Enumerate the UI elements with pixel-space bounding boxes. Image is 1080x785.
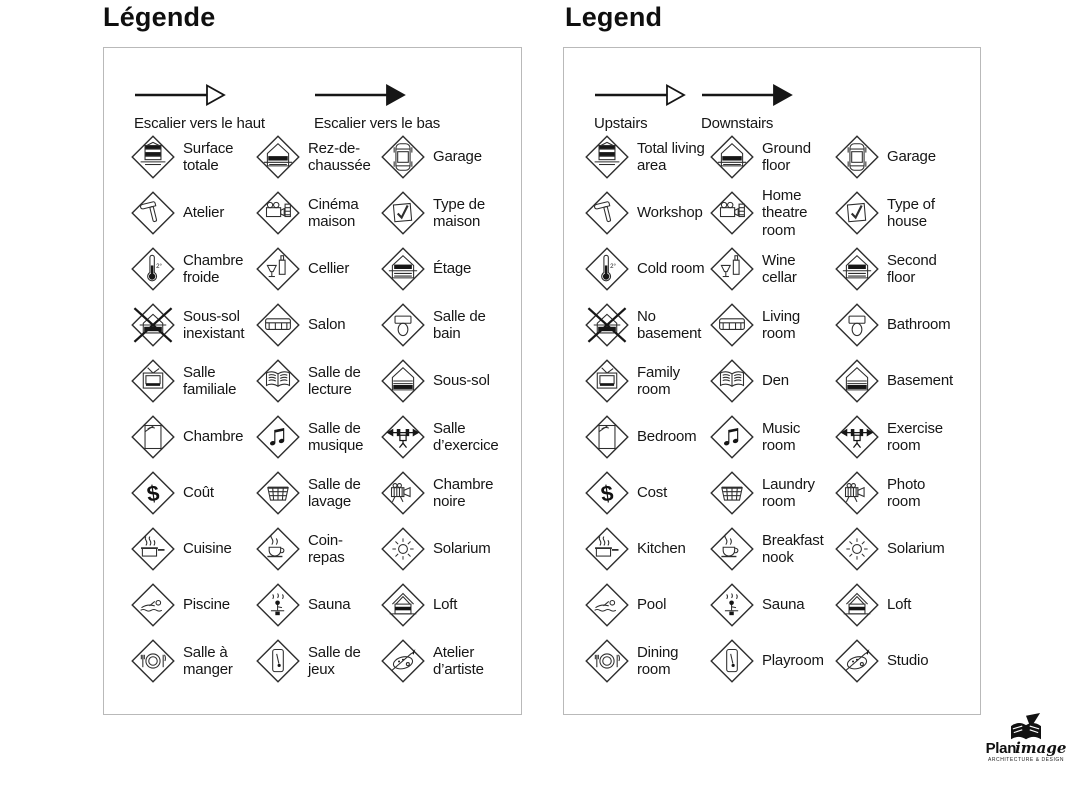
- hammer-icon: [584, 190, 630, 236]
- basement-icon: [834, 358, 880, 404]
- legend-item-label: Garage: [433, 148, 482, 166]
- legend-item-label: Bathroom: [887, 316, 951, 334]
- legend-item: [709, 577, 834, 633]
- legend-item-label: Second floor: [887, 251, 937, 286]
- toilet-icon: [834, 302, 880, 348]
- legend-title-fr: Légende: [103, 2, 216, 32]
- legend-item: [130, 297, 255, 353]
- cooking-pot-icon: [584, 526, 630, 572]
- arrow-label: Upstairs: [594, 115, 648, 132]
- wine-icon: [255, 246, 301, 292]
- legend-item-label: Chambre noire: [433, 475, 494, 510]
- sofa-icon: [709, 302, 755, 348]
- no-basement-icon: [130, 302, 176, 348]
- arrow-label: Escalier vers le bas: [314, 115, 441, 132]
- legend-item-label: Family room: [637, 363, 680, 398]
- legend-panel-en: [563, 47, 981, 715]
- coffee-cup-icon: [255, 526, 301, 572]
- legend-item-label: Sous-sol: [433, 372, 490, 390]
- legend-item: [834, 353, 959, 409]
- cooking-pot-icon: [130, 526, 176, 572]
- legend-item-label: Den: [762, 372, 789, 390]
- legend-item-label: Kitchen: [637, 540, 686, 558]
- basement-icon: [380, 358, 426, 404]
- legend-item: [709, 129, 834, 185]
- sun-icon: [834, 526, 880, 572]
- svg-text:2°: 2°: [156, 263, 163, 271]
- legend-item-label: Sauna: [308, 596, 351, 614]
- tv-icon: [130, 358, 176, 404]
- legend-item-label: Loft: [887, 596, 912, 614]
- ground-floor-icon: [255, 134, 301, 180]
- legend-item: [584, 353, 709, 409]
- stairs-up-arrow-group: [594, 82, 686, 132]
- legend-item: [130, 409, 255, 465]
- legend-item: [834, 241, 959, 297]
- legend-item: [380, 297, 505, 353]
- legend-item: [709, 297, 834, 353]
- legend-item-label: Solarium: [887, 540, 945, 558]
- legend-item-label: Étage: [433, 260, 472, 278]
- legend-item: [255, 241, 380, 297]
- legend-item: [380, 409, 505, 465]
- stairs-down-arrow-group: [314, 82, 440, 132]
- second-floor-icon: [834, 246, 880, 292]
- legend-item-label: Atelier d’artiste: [433, 643, 484, 678]
- hammer-icon: [130, 190, 176, 236]
- legend-item: [584, 521, 709, 577]
- legend-item: [255, 129, 380, 185]
- legend-item-label: Sous-sol inexistant: [183, 307, 245, 342]
- wine-icon: [709, 246, 755, 292]
- legend-item-label: Salle d’exercice: [433, 419, 499, 454]
- arrow-label: Downstairs: [701, 115, 774, 132]
- legend-item: [709, 409, 834, 465]
- legend-item: [130, 577, 255, 633]
- music-notes-icon: [709, 414, 755, 460]
- legend-grid-en: [584, 129, 959, 689]
- layers-icon: [130, 134, 176, 180]
- legend-item-label: Wine cellar: [762, 251, 797, 286]
- legend-item: [834, 409, 959, 465]
- legend-item: [584, 465, 709, 521]
- legend-item: [255, 633, 380, 689]
- legend-item: [834, 185, 959, 241]
- legend-item: [709, 353, 834, 409]
- legend-item-label: Bedroom: [637, 428, 697, 446]
- open-book-icon: [255, 358, 301, 404]
- legend-item-label: Solarium: [433, 540, 491, 558]
- layers-icon: [584, 134, 630, 180]
- legend-item: [709, 633, 834, 689]
- logo-wordmark: [973, 741, 1079, 756]
- check-box-icon: [834, 190, 880, 236]
- legend-grid-fr: [130, 129, 505, 689]
- legend-item-label: Basement: [887, 372, 953, 390]
- legend-item: [834, 297, 959, 353]
- car-icon: [380, 134, 426, 180]
- laundry-basket-icon: [709, 470, 755, 516]
- logo-text-plan: Plan: [985, 740, 1017, 757]
- legend-item-label: Salle de jeux: [308, 643, 361, 678]
- legend-item-label: Breakfast nook: [762, 531, 824, 566]
- legend-item-label: Salle à manger: [183, 643, 233, 678]
- svg-text:$: $: [145, 480, 161, 507]
- legend-item-label: Garage: [887, 148, 936, 166]
- thermometer-icon: [130, 246, 176, 292]
- sauna-icon: [255, 582, 301, 628]
- legend-item: [380, 353, 505, 409]
- legend-item-label: Music room: [762, 419, 801, 454]
- loft-icon: [380, 582, 426, 628]
- legend-item-label: Workshop: [637, 204, 703, 222]
- dollar-icon: [584, 470, 630, 516]
- legend-item-label: Home theatre room: [762, 186, 808, 239]
- legend-item: [584, 129, 709, 185]
- legend-panel-fr: [103, 47, 522, 715]
- legend-item: [130, 633, 255, 689]
- swimmer-icon: [130, 582, 176, 628]
- legend-item-label: Salle de bain: [433, 307, 486, 342]
- legend-item: [709, 185, 834, 241]
- legend-item: [380, 241, 505, 297]
- legend-item: [130, 521, 255, 577]
- coffee-cup-icon: [709, 526, 755, 572]
- legend-item-label: Type of house: [887, 195, 935, 230]
- dollar-icon: [130, 470, 176, 516]
- logo-text-image: image: [1015, 739, 1067, 757]
- swimmer-icon: [584, 582, 630, 628]
- legend-item-label: No basement: [637, 307, 702, 342]
- stairs-down-arrow-group: [701, 82, 793, 132]
- legend-item-label: Studio: [887, 652, 929, 670]
- palette-icon: [834, 638, 880, 684]
- legend-item: [380, 577, 505, 633]
- ground-floor-icon: [709, 134, 755, 180]
- projector-icon: [709, 190, 755, 236]
- legend-item: [130, 185, 255, 241]
- legend-item: [584, 185, 709, 241]
- legend-item-label: Photo room: [887, 475, 926, 510]
- legend-item: [584, 577, 709, 633]
- legend-item: [130, 465, 255, 521]
- dinner-plate-icon: [584, 638, 630, 684]
- laundry-basket-icon: [255, 470, 301, 516]
- legend-item: [255, 409, 380, 465]
- legend-item-label: Cuisine: [183, 540, 232, 558]
- legend-item: [255, 465, 380, 521]
- legend-item-label: Salle de lecture: [308, 363, 361, 398]
- legend-item-label: Ground floor: [762, 139, 811, 174]
- legend-item: [130, 353, 255, 409]
- stairs-up-arrow-group: [134, 82, 265, 132]
- sauna-icon: [709, 582, 755, 628]
- legend-item: [380, 129, 505, 185]
- solid-arrow-icon: [701, 95, 793, 112]
- legend-item-label: Chambre: [183, 428, 244, 446]
- legend-item-label: Laundry room: [762, 475, 815, 510]
- legend-item: [834, 521, 959, 577]
- no-basement-icon: [584, 302, 630, 348]
- hollow-arrow-icon: [134, 95, 226, 112]
- legend-item: [130, 241, 255, 297]
- barbell-icon: [834, 414, 880, 460]
- legend-item: [380, 185, 505, 241]
- legend-item-label: Playroom: [762, 652, 824, 670]
- legend-item: [834, 129, 959, 185]
- svg-text:2°: 2°: [610, 263, 617, 271]
- legend-item-label: Salle de musique: [308, 419, 364, 454]
- legend-item: [255, 185, 380, 241]
- music-notes-icon: [255, 414, 301, 460]
- legend-item: [584, 241, 709, 297]
- legend-item-label: Coût: [183, 484, 214, 502]
- planimage-logo-mark: [1005, 712, 1047, 742]
- legend-item-label: Chambre froide: [183, 251, 244, 286]
- toy-icon: [255, 638, 301, 684]
- legend-item: [709, 465, 834, 521]
- legend-item-label: Salle de lavage: [308, 475, 361, 510]
- legend-item: [834, 633, 959, 689]
- legend-item-label: Loft: [433, 596, 458, 614]
- car-icon: [834, 134, 880, 180]
- loft-icon: [834, 582, 880, 628]
- legend-item: [709, 241, 834, 297]
- arrow-label: Escalier vers le haut: [134, 115, 265, 132]
- open-book-icon: [709, 358, 755, 404]
- legend-item: [834, 465, 959, 521]
- legend-item-label: Salon: [308, 316, 346, 334]
- palette-icon: [380, 638, 426, 684]
- legend-item-label: Surface totale: [183, 139, 234, 174]
- legend-item-label: Total living area: [637, 139, 705, 174]
- legend-item-label: Piscine: [183, 596, 230, 614]
- legend-item-label: Dining room: [637, 643, 679, 678]
- legend-item-label: Rez-de-chaussée: [308, 139, 371, 174]
- stairs-arrows-en: [564, 70, 980, 132]
- legend-item: [380, 465, 505, 521]
- legend-item-label: Cellier: [308, 260, 350, 278]
- legend-item-label: Cold room: [637, 260, 705, 278]
- hollow-arrow-icon: [594, 95, 686, 112]
- barbell-icon: [380, 414, 426, 460]
- legend-item: [584, 633, 709, 689]
- legend-item-label: Exercise room: [887, 419, 943, 454]
- toilet-icon: [380, 302, 426, 348]
- logo-tagline: ARCHITECTURE & DESIGN: [987, 757, 1064, 763]
- legend-item-label: Salle familiale: [183, 363, 237, 398]
- sun-icon: [380, 526, 426, 572]
- legend-item-label: Sauna: [762, 596, 805, 614]
- legend-item-label: Living room: [762, 307, 800, 342]
- tv-icon: [584, 358, 630, 404]
- legend-item-label: Atelier: [183, 204, 225, 222]
- solid-arrow-icon: [314, 95, 406, 112]
- legend-item-label: Cinéma maison: [308, 195, 359, 230]
- toy-icon: [709, 638, 755, 684]
- legend-item: [380, 633, 505, 689]
- legend-item-label: Type de maison: [433, 195, 485, 230]
- legend-item: [255, 353, 380, 409]
- legend-item: [834, 577, 959, 633]
- bed-icon: [130, 414, 176, 460]
- legend-item: [584, 409, 709, 465]
- thermometer-icon: [584, 246, 630, 292]
- stairs-arrows-fr: [104, 70, 521, 132]
- legend-item-label: Pool: [637, 596, 667, 614]
- svg-text:$: $: [599, 480, 615, 507]
- camera-icon: [834, 470, 880, 516]
- legend-item-label: Coin-repas: [308, 531, 345, 566]
- dinner-plate-icon: [130, 638, 176, 684]
- second-floor-icon: [380, 246, 426, 292]
- legend-item: [380, 521, 505, 577]
- planimage-logo: [973, 712, 1079, 763]
- check-box-icon: [380, 190, 426, 236]
- legend-title-en: Legend: [565, 2, 663, 32]
- legend-item: [255, 577, 380, 633]
- camera-icon: [380, 470, 426, 516]
- bed-icon: [584, 414, 630, 460]
- legend-item: [130, 129, 255, 185]
- sofa-icon: [255, 302, 301, 348]
- legend-item: [584, 297, 709, 353]
- legend-item: [709, 521, 834, 577]
- legend-item: [255, 297, 380, 353]
- legend-item: [255, 521, 380, 577]
- legend-item-label: Cost: [637, 484, 668, 502]
- projector-icon: [255, 190, 301, 236]
